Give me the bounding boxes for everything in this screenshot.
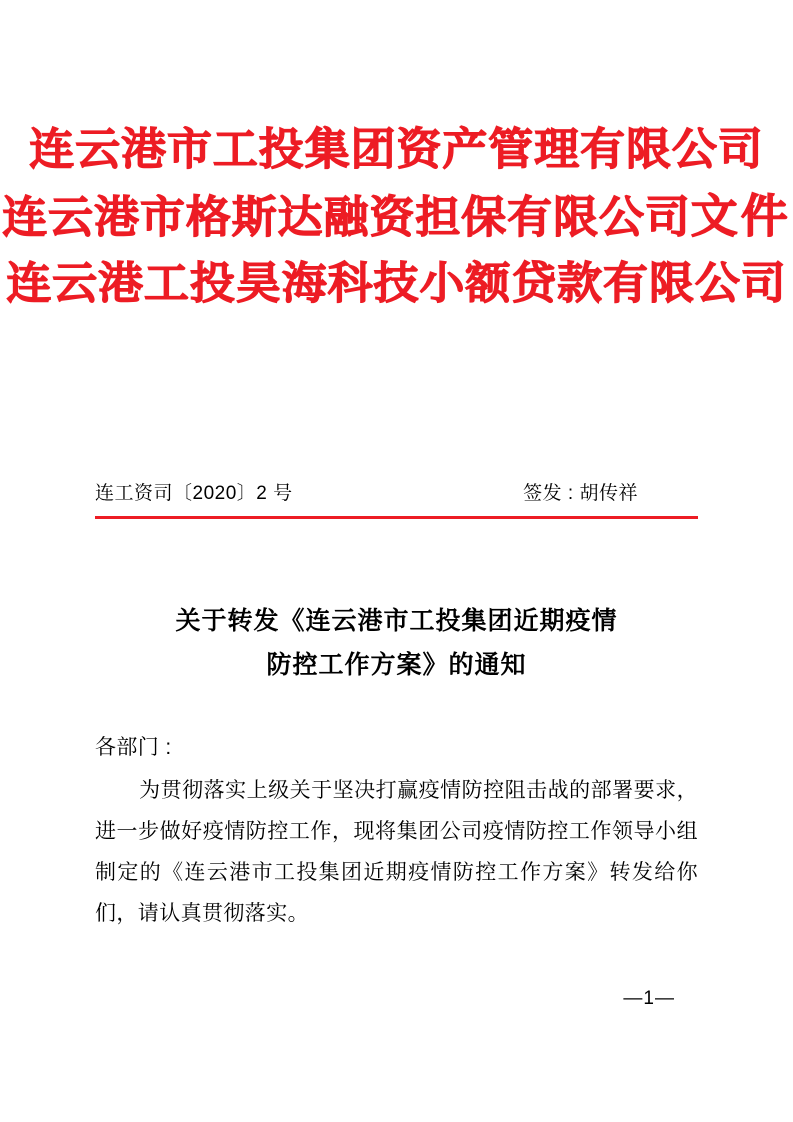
document-number: 连工资司〔2020〕2 号	[95, 483, 293, 504]
document-signer: 签发 : 胡传祥	[523, 483, 638, 504]
body-paragraph-1: 为贯彻落实上级关于坚决打赢疫情防控阻击战的部署要求，进一步做好疫情防控工作，现将集团公司疫情防控工作领导小组制定的《连云港市工投集团近期疫情防控工作方案》转发给你们，请认真贯彻落实。	[95, 778, 698, 925]
letterhead	[0, 125, 793, 308]
body-salutation: 各部门 :	[95, 736, 172, 759]
letterhead-line-2	[0, 191, 793, 242]
document-body	[95, 728, 698, 935]
letterhead-line-2-text: 连云港市格斯达融资担保有限公司	[2, 193, 691, 242]
letterhead-document-word: 文件	[690, 191, 791, 242]
page-number: —1—	[623, 988, 675, 1009]
letterhead-line-3: 连云港工投昊海科技小额贷款有限公司	[6, 259, 787, 308]
page-title	[110, 600, 683, 688]
red-divider-rule	[95, 516, 698, 519]
letterhead-line-1: 连云港市工投集团资产管理有限公司	[29, 125, 764, 174]
page-title-line-2: 防控工作方案》的通知	[266, 650, 527, 679]
document-number-row	[95, 478, 698, 505]
page-title-line-1: 关于转发《连云港市工投集团近期疫情	[175, 607, 618, 635]
